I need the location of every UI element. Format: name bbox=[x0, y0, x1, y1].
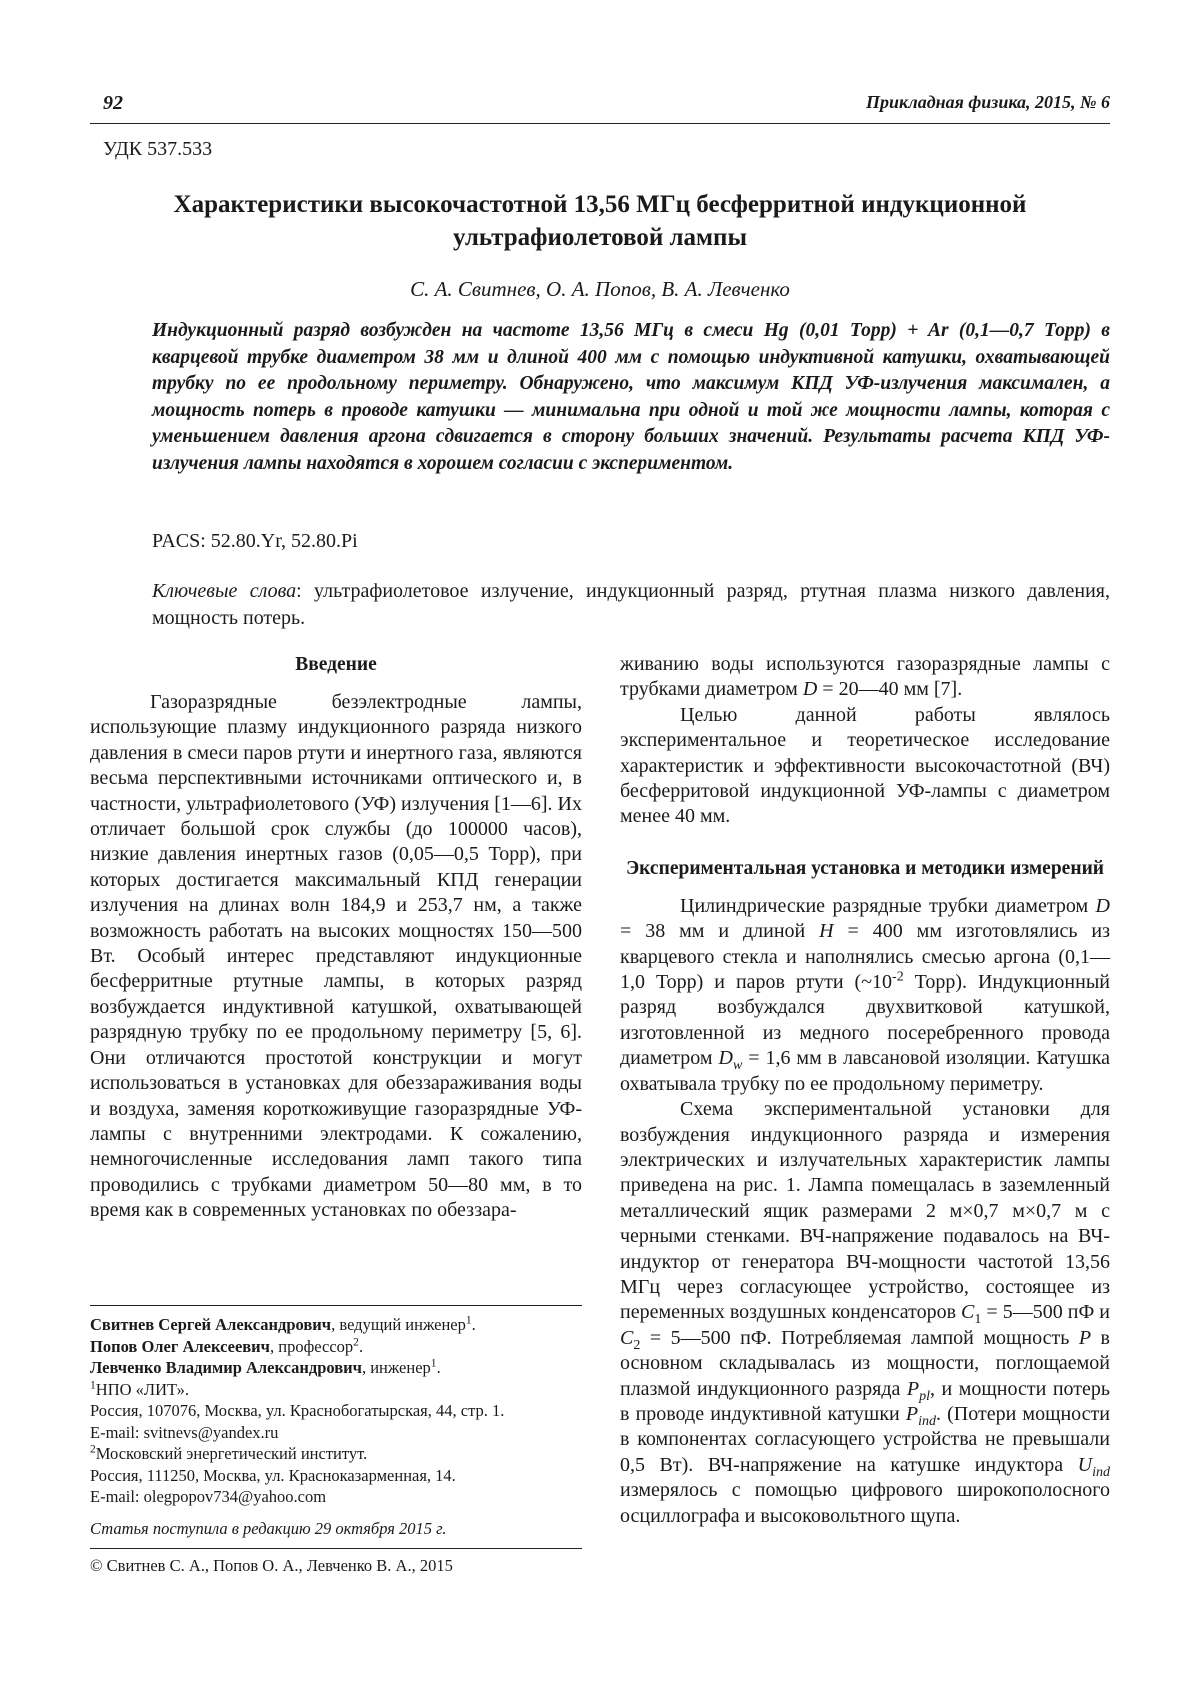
subscript-ind: ind bbox=[918, 1413, 936, 1429]
variable-C2: C bbox=[620, 1326, 634, 1349]
text-run: = 400 мм изготовлялись из кварцевого стекла и наполнялись смесью аргона (0,1—1,0 Торр) и паров ртути (~10 bbox=[620, 920, 1110, 994]
variable-Ppl: P bbox=[906, 1377, 920, 1400]
author-3-line bbox=[90, 1357, 582, 1379]
intro-paragraph-2: Целью данной работы являлось экспериментальное и теоретическое исследование характеристик и эффективности высокочастотной (ВЧ) бесферритовой индукционной УФ-лампы с диаметром менее 40 мм. bbox=[620, 703, 1110, 828]
variable-Uind: U bbox=[1077, 1453, 1093, 1476]
affiliation-2-email: E-mail: olegpopov734@yahoo.com bbox=[90, 1487, 327, 1506]
abstract: Индукционный разряд возбужден на частоте 13,56 МГц в смеси Hg (0,01 Торр) + Ar (0,1—0,7 Торр) в кварцевой трубке диаметром 38 мм и длиной 400 мм с помощью индуктивной катушки, охватывающей трубку по ее продольному периметру. Обнаружено, что максимум КПД УФ-излучения максимален, а мощность потерь в проводе катушки — минимальна при одной и той же мощности лампы, которая с уменьшением давления аргона сдвигается в сторону больших значений. Результаты расчета КПД УФ-излучения лампы находятся в хорошем согласии с экспериментом. bbox=[152, 320, 1110, 474]
exponent: -2 bbox=[892, 969, 904, 985]
header-rule bbox=[90, 123, 1110, 124]
text-run: , и мощности потерь в проводе индуктивной катушки bbox=[620, 1377, 1110, 1425]
text-run: = 5—500 пФ и bbox=[981, 1301, 1110, 1324]
affiliation-2-name: Московский энергетический институт. bbox=[95, 1444, 368, 1463]
subscript-w: w bbox=[732, 1058, 743, 1074]
author-footnote bbox=[90, 1314, 582, 1508]
author-2-line bbox=[90, 1336, 582, 1358]
variable-Dw: D bbox=[718, 1047, 733, 1070]
keywords bbox=[152, 578, 1110, 632]
affiliation-marker: 2 bbox=[353, 1336, 359, 1348]
author-2-role: , профессор bbox=[270, 1336, 354, 1356]
text-run: в основном складывалась из мощности, поглощаемой плазмой индукционного разряда bbox=[620, 1326, 1110, 1400]
variable-H: H bbox=[819, 920, 834, 943]
spacer bbox=[620, 881, 1110, 894]
experimental-paragraph-2 bbox=[620, 1097, 1110, 1529]
received-date: Статья поступила в редакцию 29 октября 2015 г. bbox=[90, 1519, 447, 1538]
author-1-line bbox=[90, 1314, 582, 1336]
left-column bbox=[90, 652, 582, 1224]
subscript-pl: pl bbox=[919, 1388, 931, 1404]
spacer bbox=[620, 830, 1110, 843]
text-run: = 38 мм и длиной bbox=[620, 920, 820, 943]
affiliation-1-email: E-mail: svitnevs@yandex.ru bbox=[90, 1422, 279, 1442]
right-column bbox=[620, 652, 1110, 1529]
text-run: живанию воды используются газоразрядные лампы с трубками диаметром bbox=[620, 653, 1110, 701]
affiliation-1-address: Россия, 107076, Москва, ул. Краснобогатырская, 44, стр. 1. bbox=[90, 1401, 505, 1420]
subscript-2: 2 bbox=[633, 1337, 641, 1353]
affiliation-marker: 2 bbox=[90, 1443, 96, 1456]
udc-code: УДК 537.533 bbox=[103, 138, 213, 160]
intro-paragraph-1-continued bbox=[620, 652, 1110, 703]
affiliation-1 bbox=[90, 1379, 582, 1401]
journal-title: Прикладная физика, 2015, № 6 bbox=[865, 92, 1110, 112]
text-run: измерялось с помощью цифрового широкополосного осциллографа и высоковольтного щупа. bbox=[620, 1479, 1110, 1527]
spacer bbox=[90, 677, 582, 690]
affiliation-marker: 1 bbox=[430, 1357, 437, 1370]
experimental-paragraph-1 bbox=[620, 894, 1110, 1097]
variable-Pind: P bbox=[905, 1402, 919, 1425]
text-run: . bbox=[358, 1336, 364, 1356]
author-1-name: Свитнев Сергей Александрович bbox=[90, 1315, 332, 1334]
author-2-name: Попов Олег Алексеевич bbox=[90, 1336, 270, 1356]
title-line-2: ультрафиолетовой лампы bbox=[453, 224, 747, 251]
author-list: С. А. Свитнев, О. А. Попов, В. А. Левченко bbox=[410, 277, 790, 301]
experimental-heading: Экспериментальная установка и методики измерений bbox=[625, 857, 1105, 879]
author-3-role: , инженер bbox=[361, 1358, 431, 1377]
text-run: . (Потери мощности в компонентах согласующего устройства не превышали 0,5 Вт). ВЧ-напряжение на катушке индуктора bbox=[620, 1402, 1110, 1476]
affiliation-marker: 1 bbox=[90, 1379, 96, 1391]
affiliation-2-address: Россия, 111250, Москва, ул. Красноказарменная, 14. bbox=[90, 1465, 456, 1485]
article-title bbox=[90, 188, 1110, 254]
pacs-codes: PACS: 52.80.Yr, 52.80.Pi bbox=[152, 530, 358, 552]
text-run: Схема экспериментальной установки для возбуждения индукционного разряда и измерения электрических и излучательных характеристик лампы приведена на рис. 1. Лампа помещалась в заземленный металлический ящик размерами 2 м×0,7 м×0,7 м с черными стенками. ВЧ-напряжение подавалось на ВЧ-индуктор от генератора ВЧ-мощности частотой 13,56 МГц через согласующее устройство, состоящее из переменных воздушных конденсаторов bbox=[620, 1098, 1110, 1324]
affiliation-1-name: НПО «ЛИТ». bbox=[95, 1379, 190, 1399]
text-run: Цилиндрические разрядные трубки диаметром bbox=[680, 894, 1096, 917]
page-number: 92 bbox=[103, 92, 123, 114]
text-run: Торр). Индукционный разряд возбуждался двухвитковой катушкой, изготовленной из медного посеребренного провода диаметром bbox=[620, 971, 1110, 1070]
text-run: = 20—40 мм [7]. bbox=[817, 678, 963, 701]
text-run: . bbox=[436, 1358, 441, 1377]
affiliation-2 bbox=[90, 1443, 582, 1465]
variable-P: P bbox=[1078, 1326, 1092, 1349]
copyright: © Свитнев С. А., Попов О. А., Левченко В. А., 2015 bbox=[90, 1556, 453, 1575]
text-run: . bbox=[471, 1315, 476, 1334]
spacer bbox=[620, 843, 1110, 856]
title-line-1: Характеристики высокочастотной 13,56 МГц бесферритной индукционной bbox=[173, 191, 1027, 218]
keywords-text: : ультрафиолетовое излучение, индукционный разряд, ртутная плазма низкого давления, мощность потерь. bbox=[152, 580, 1111, 629]
footnote-rule bbox=[90, 1305, 582, 1306]
author-1-role: , ведущий инженер bbox=[331, 1315, 466, 1334]
variable-D: D bbox=[1095, 894, 1110, 917]
variable-C1: C bbox=[961, 1301, 975, 1324]
keywords-label: Ключевые слова bbox=[152, 580, 297, 602]
subscript-ind: ind bbox=[1092, 1464, 1110, 1480]
text-run: = 5—500 пФ. Потребляемая лампой мощность bbox=[640, 1326, 1079, 1349]
subscript-1: 1 bbox=[974, 1312, 982, 1328]
variable-D: D bbox=[802, 678, 818, 701]
affiliation-marker: 1 bbox=[465, 1314, 472, 1327]
text-run: = 1,6 мм в лавсановой изоляции. Катушка охватывала трубку по ее продольному периметру. bbox=[620, 1047, 1110, 1095]
intro-heading: Введение bbox=[295, 654, 377, 675]
intro-paragraph-1: Газоразрядные безэлектродные лампы, использующие плазму индукционного разряда низкого давления в смеси паров ртути и инертного газа, являются весьма перспективными источниками оптического и, в частности, ультрафиолетового (УФ) излучения [1—6]. Их отличает большой срок службы (до 100000 часов), низкие давления инертных газов (0,05—0,5 Торр), при которых достигается максимальный КПД генерации излучения на длинах волн 184,9 и 253,7 нм, а также возможность работать на высоких мощностях 150—500 Вт. Особый интерес представляют индукционные бесферритные ртутные лампы, в которых разряд возбуждается индуктивной катушкой, охватывающей разрядную трубку по ее продольному периметру [5, 6]. Они отличаются простотой конструкции и могут использоваться в установках для обеззараживания воды и воздуха, заменяя короткоживущие газоразрядные УФ-лампы с внутренними электродами. К сожалению, немногочисленные исследования ламп такого типа проводились с трубками диаметром 50—80 мм, в то время как в современных установках по обеззара- bbox=[90, 691, 582, 1222]
author-3-name: Левченко Владимир Александрович bbox=[90, 1358, 362, 1377]
copyright-rule bbox=[90, 1548, 582, 1549]
